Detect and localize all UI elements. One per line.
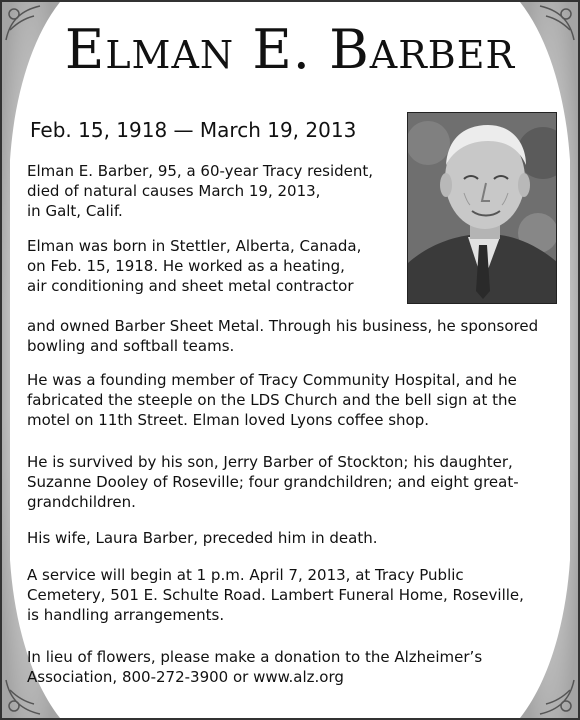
paragraph-biography-part1 <box>27 236 402 296</box>
paragraph-donations <box>27 647 562 687</box>
text-line: is handling arrangements. <box>27 606 225 624</box>
text-line: His wife, Laura Barber, preceded him in death. <box>27 529 378 547</box>
text-line: A service will begin at 1 p.m. April 7, 2013, at Tracy Public <box>27 566 464 584</box>
paragraph-preceded <box>27 528 562 548</box>
text-line: Suzanne Dooley of Roseville; four grandchildren; and eight great- <box>27 473 519 491</box>
portrait-photo <box>407 112 557 304</box>
text-line: In lieu of flowers, please make a donation to the Alzheimer’s <box>27 648 483 666</box>
text-line: bowling and softball teams. <box>27 337 235 355</box>
text-line: Association, 800-272-3900 or www.alz.org <box>27 668 344 686</box>
paragraph-service <box>27 565 562 625</box>
obituary-title: Elman E. Barber <box>64 18 516 81</box>
text-line: He is survived by his son, Jerry Barber of Stockton; his daughter, <box>27 453 513 471</box>
text-line: and owned Barber Sheet Metal. Through his business, he sponsored <box>27 317 539 335</box>
text-line: motel on 11th Street. Elman loved Lyons coffee shop. <box>27 411 430 429</box>
text-line: fabricated the steeple on the LDS Church and the bell sign at the <box>27 391 517 409</box>
text-line: Elman was born in Stettler, Alberta, Canada, <box>27 237 362 255</box>
paragraph-biography-part2 <box>27 316 562 356</box>
text-line: died of natural causes March 19, 2013, <box>27 182 321 200</box>
paragraph-survivors <box>27 452 562 512</box>
paragraph-death-notice <box>27 161 402 221</box>
text-line: Elman E. Barber, 95, a 60-year Tracy resident, <box>27 162 374 180</box>
text-line: grandchildren. <box>27 493 136 511</box>
text-line: air conditioning and sheet metal contractor <box>27 277 354 295</box>
text-line: Cemetery, 501 E. Schulte Road. Lambert Funeral Home, Roseville, <box>27 586 524 604</box>
text-line: He was a founding member of Tracy Community Hospital, and he <box>27 371 517 389</box>
text-line: in Galt, Calif. <box>27 202 123 220</box>
text-line: on Feb. 15, 1918. He worked as a heating, <box>27 257 345 275</box>
life-dates: Feb. 15, 1918 — March 19, 2013 <box>30 118 357 142</box>
paragraph-community <box>27 370 562 430</box>
